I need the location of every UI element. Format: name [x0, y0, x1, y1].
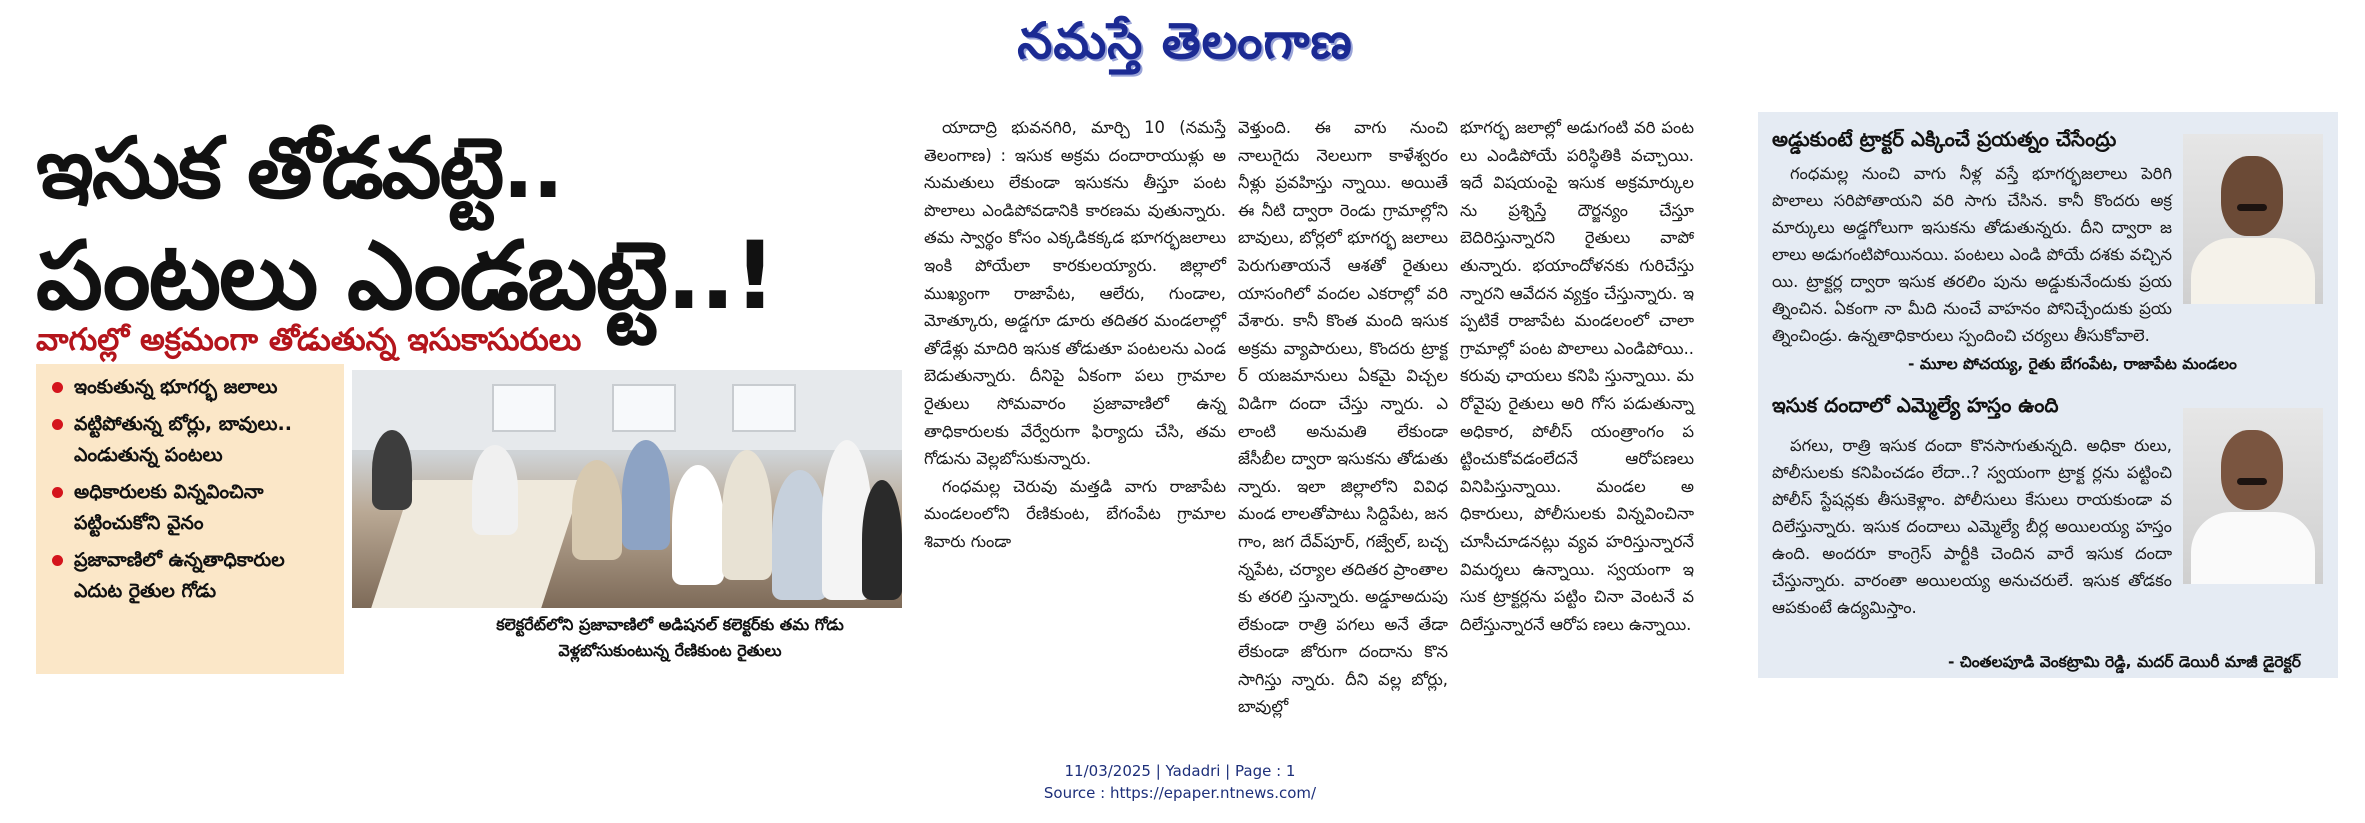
photo-window [492, 384, 556, 432]
article-column-1 [924, 114, 1226, 556]
photo-person [672, 465, 724, 585]
highlight-text: ప్రజావాణిలో ఉన్నతాధికారుల ఎదుట రైతుల గోడు [74, 549, 285, 602]
photo-caption: కలెక్టరేట్‌లోని ప్రజావాణిలో అడిషనల్ కలెక్టర్‌కు తమ గోడు వెళ్లబోసుకుంటున్న రేణికుంట రైతులు [496, 615, 844, 660]
highlight-text: అధికారులకు విన్నవించినా పట్టించుకోని వైనం [74, 481, 264, 534]
article-paragraph: వెళ్తుంది. ఈ వాగు నుంచి నాలుగైదు నెలలుగా కాళేశ్వరం నీళ్లు ప్రవహిస్తు న్నాయి. అయితే ఈ నీటి ద్వారా రెండు గ్రామాల్లోని బావులు, బోర్లలో భూగర్భ జలాలు పెరుగుతాయనే ఆశతో రైతులు యాసంగిలో వందల ఎకరాల్లో వరి వేశారు. కానీ కొంత మంది ఇసుక అక్రమ వ్యాపారులు, కొందరు ట్రాక్టర్ యజమానులు ఏకమై విచ్చలవిడిగా దందా చేస్తు న్నారు. ఎలాంటి అనుమతి లేకుండా జేసీబీల ద్వారా ఇసుకను తోడుతు న్నారు. ఇలా జిల్లాలోని వివిధ మండ లాలతోపాటు సిద్దిపేట, జనగాం, జగ దేవ్‌పూర్, గజ్వేల్, బచ్చన్నపేట, చర్యాల తదితర ప్రాంతాలకు తరలి స్తున్నారు. అడ్డూఅదుపు లేకుండా రాత్రి పగలు అనే తేడా లేకుండా జోరుగా దందాను కొనసాగిస్తు న్నారు. దీని వల్ల బోర్లు, బావుల్లో [1238, 118, 1448, 717]
highlight-text: ఇంకుతున్న భూగర్భ జలాలు [74, 376, 278, 398]
photo-person [472, 445, 518, 535]
quote-heading-2: ఇసుక దందాలో ఎమ్మెల్యే హస్తం ఉంది [1772, 393, 2059, 417]
article-column-2 [1238, 114, 1448, 721]
quote-paragraph: గంధమల్ల నుంచి వాగు నీళ్ల వస్తే భూగర్భజలాలు పెరిగి పొలాలు సరిపోతాయని వరి సాగు చేసిన. కానీ కొందరు అక్రమార్కులు అడ్డగోలుగా ఇసుకను తోడుతున్నరు. దీని ద్వారా జలాలు అడుగంటిపోయినయి. పంటలు ఎండి పోయే దశకు వచ్చినయి. ట్రాక్టర్ల ద్వారా ఇసుక తరలిం పును అడ్డుకునేందుకు ప్రయత్నించిన. ఏకంగా నా మీది నుంచే వాహనం పోనిచ్చేందుకు ప్రయత్నించిండ్రు. ఉన్నతాధికారులు స్పందించి చర్యలు తీసుకోవాలె. [1772, 164, 2172, 345]
quote-paragraph: పగలు, రాత్రి ఇసుక దందా కొనసాగుతున్నది. అధికా రులు, పోలీసులకు కనిపించడం లేదా..? స్వయంగా ట్రాక్ట ర్లను పట్టించి పోలీస్ స్టేషన్లకు తీసుకెళ్లాం. పోలీసులు కేసులు రాయకుండా వదిలేస్తున్నారు. ఇసుక దందాలు ఎమ్మెల్యే బీర్ల అయిలయ్య హస్తం ఉంది. అందరూ కాంగ్రెస్ పార్టీకి చెందిన వారే ఇసుక దందా చేస్తున్నారు. వారంతా అయిలయ్య అనుచరులే. ఇసుక తోడకం ఆపకుంటే ఉద్యమిస్తాం. [1772, 436, 2172, 617]
news-photo [352, 370, 902, 608]
article-paragraph: భూగర్భ జలాల్లో అడుగంటి వరి పంటలు ఎండిపోయే పరిస్థితికి వచ్చాయి. ఇదే విషయంపై ఇసుక అక్రమార్కులను ప్రశ్నిస్తే దౌర్జన్యం చేస్తూ బెదిరిస్తున్నారని రైతులు వాపో తున్నారు. భయాందోళనకు గురిచేస్తు న్నారని ఆవేదన వ్యక్తం చేస్తున్నారు. ఇప్పటికే రాజాపేట మండలంలో చాలా గ్రామాల్లో పంట పొలాలు ఎండిపోయి.. కరువు ఛాయలు కనిపి స్తున్నాయి. మరోవైపు రైతులు అరి గోస పడుతున్నా అధికార, పోలీస్ యంత్రాంగం పట్టించుకోవడంలేదనే ఆరోపణలు వినిపిస్తున్నాయి. మండల అధికారులు, పోలీసులకు విన్నవించినా చూసీచూడనట్లు వ్యవ హరిస్తున్నారనే విమర్శలు ఉన్నాయి. స్వయంగా ఇసుక ట్రాక్టర్లను పట్టిం చినా వెంటనే వదిలేస్తున్నారనే ఆరోప ణలు ఉన్నాయి. [1460, 118, 1694, 634]
highlights-box [36, 364, 344, 674]
quote-text-1 [1772, 160, 2172, 349]
farmer-portrait [2183, 134, 2323, 304]
bullet-dot-icon [52, 382, 63, 393]
photo-person [622, 440, 670, 550]
headline-line-2: పంటలు ఎండబట్టె..! [36, 222, 775, 331]
highlight-text: వట్టిపోతున్న బోర్లు, బావులు.. ఎండుతున్న పంటలు [74, 413, 292, 466]
article-column-3 [1460, 114, 1694, 638]
portrait-mustache [2237, 204, 2267, 211]
quote-heading-1: అడ్డుకుంటే ట్రాక్టర్ ఎక్కించే ప్రయత్నం చేసేంద్రు [1772, 127, 2117, 151]
bullet-dot-icon [52, 487, 63, 498]
highlight-item [46, 545, 338, 607]
quotes-sidebar [1758, 112, 2338, 678]
photo-person [372, 430, 412, 510]
quote-signature-1: - మూల పోచయ్య, రైతు బేగంపేట, రాజాపేట మండలం [1908, 355, 2237, 373]
portrait-head [2221, 156, 2283, 236]
subheadline: వాగుల్లో అక్రమంగా తోడుతున్న ఇసుకాసురులు [36, 322, 582, 358]
photo-person [862, 480, 902, 600]
quote-text-2 [1772, 432, 2172, 621]
portrait-shirt [2191, 238, 2315, 304]
article-paragraph: గంధమల్ల చెరువు మత్తడి వాగు రాజాపేట మండలంలోని రేణికుంట, బేగంపేట గ్రామాల శివారు గుండా [924, 476, 1226, 551]
photo-person [722, 450, 772, 580]
highlight-item [46, 409, 338, 471]
portrait-shirt [2191, 512, 2315, 584]
leader-portrait [2183, 408, 2323, 584]
photo-person [572, 460, 622, 560]
footer-date-line: 11/03/2025 | Yadadri | Page : 1 [1064, 762, 1296, 780]
quote-signature-2: - చింతలపూడి వెంకట్రామి రెడ్డి, మదర్ డెయిరీ మాజీ డైరెక్టర్ [1948, 653, 2301, 671]
highlight-item [46, 477, 338, 539]
photo-window [732, 384, 796, 432]
bullet-dot-icon [52, 419, 63, 430]
article-paragraph: యాదాద్రి భువనగిరి, మార్చి 10 (నమస్తే తెలంగాణ) : ఇసుక అక్రమ దందారాయుళ్లు అనుమతులు లేకుండా ఇసుకను తీస్తూ పంట పొలాలు ఎండిపోవడానికి కారణమ వుతున్నారు. తమ స్వార్థం కోసం ఎక్కడికక్కడ భూగర్భజలాలు ఇంకి పోయేలా కారకులయ్యారు. జిల్లాలో ముఖ్యంగా రాజాపేట, ఆలేరు, గుండాల, మోత్కూరు, అడ్డగూ డూరు తదితర మండలాల్లో తోడేళ్లు మాదిరి ఇసుక తోడుతూ పంటలను ఎండబెడుతున్నారు. దీనిపై ఏకంగా పలు గ్రామాల రైతులు సోమవారం ప్రజావాణిలో ఉన్నతాధికారులకు వేర్వేరుగా ఫిర్యాదు చేసి, తమ గోడును వెల్లబోసుకున్నారు. [924, 118, 1226, 469]
newspaper-masthead: నమస్తే తెలంగాణ [1017, 12, 1353, 70]
photo-person [772, 470, 828, 600]
bullet-dot-icon [52, 555, 63, 566]
headline-line-1: ఇసుక తోడవట్టె.. [36, 119, 563, 217]
footer-source-line: Source : https://epaper.ntnews.com/ [1043, 784, 1317, 802]
photo-window [612, 384, 676, 432]
highlight-item [46, 372, 338, 403]
portrait-mustache [2237, 478, 2267, 485]
portrait-head [2221, 430, 2283, 510]
